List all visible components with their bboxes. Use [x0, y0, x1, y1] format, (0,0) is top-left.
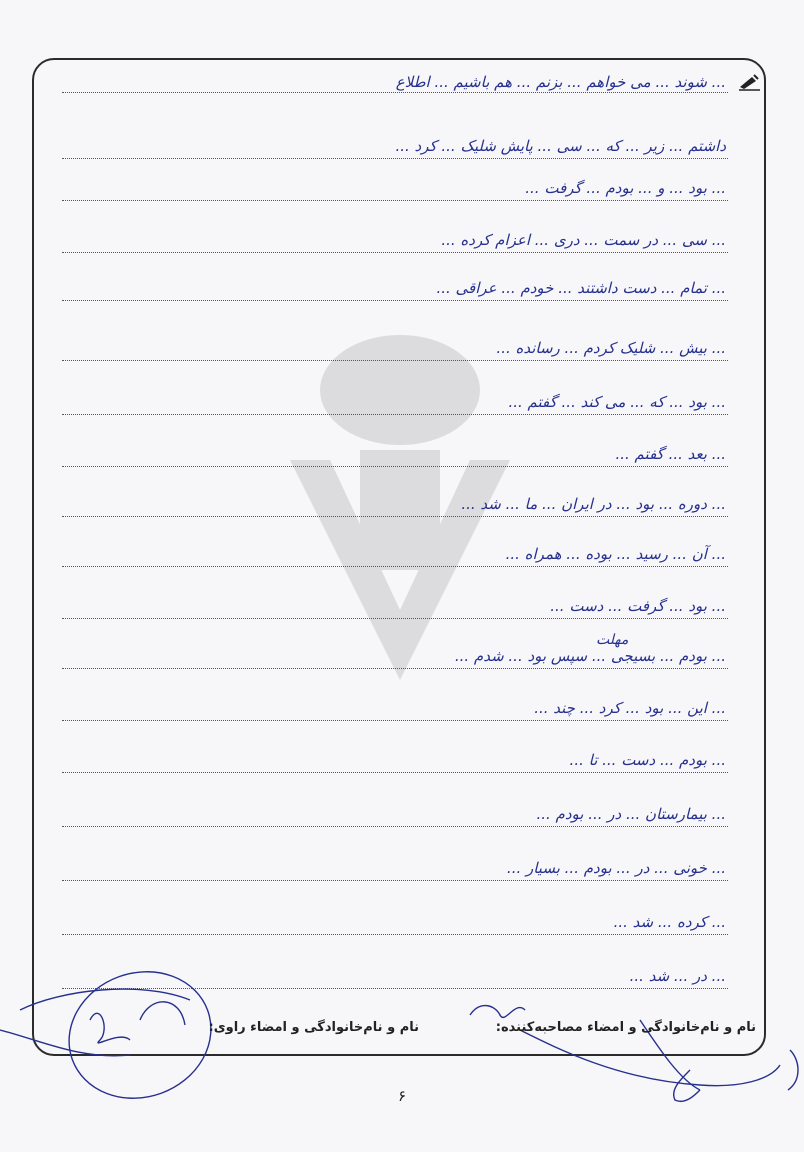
pen-icon — [738, 73, 762, 91]
handwritten-line: ... بودم ... دست ... تا ... — [569, 751, 726, 769]
handwritten-line: ... تمام ... دست داشتند ... خودم ... عراقی ... — [436, 279, 726, 297]
handwritten-line: ... بیمارستان ... در ... بودم ... — [536, 805, 726, 823]
handwritten-line: ... بعد ... گفتم ... — [615, 445, 726, 463]
handwritten-line: ... بود ... و ... بودم ... گرفت ... — [525, 179, 726, 197]
handwritten-line: ... بود ... گرفت ... دست ... — [550, 597, 726, 615]
handwritten-line: ... شوند ... می خواهم ... بزنم ... هم باشیم ... اطلاع — [395, 73, 726, 91]
handwritten-line: ... آن ... رسید ... بوده ... همراه ... — [505, 545, 726, 563]
handwritten-line: ... این ... بود ... کرد ... چند ... — [534, 699, 726, 717]
margin-note: مهلت — [596, 632, 629, 648]
handwritten-line: ... بودم ... بسیجی ... سپس بود ... شدم ... — [454, 647, 726, 665]
handwritten-line: ... خونی ... در ... بودم ... بسیار ... — [506, 859, 726, 877]
handwritten-line: داشتم ... زیر ... که ... سی ... پایش شلیک ... کرد ... — [395, 137, 726, 155]
handwritten-line: ... کرده ... شد ... — [613, 913, 726, 931]
narrator-signature-label: نام و نام‌خانوادگی و امضاء راوی: — [208, 1020, 419, 1035]
handwritten-line: ... بود ... که ... می کند ... گفتم ... — [508, 393, 726, 411]
handwritten-line: ... دوره ... بود ... در ایران ... ما ... شد ... — [461, 495, 726, 513]
interviewer-signature-label: نام و نام‌خانوادگی و امضاء مصاحبه‌کننده: — [495, 1020, 756, 1035]
handwritten-line: ... سی ... در سمت ... دری ... اعزام کرده ... — [441, 231, 726, 249]
handwritten-line: ... بیش ... شلیک کردم ... رسانده ... — [496, 339, 726, 357]
handwritten-line: ... در ... شد ... — [629, 967, 726, 985]
page-number: ۶ — [397, 1087, 407, 1105]
